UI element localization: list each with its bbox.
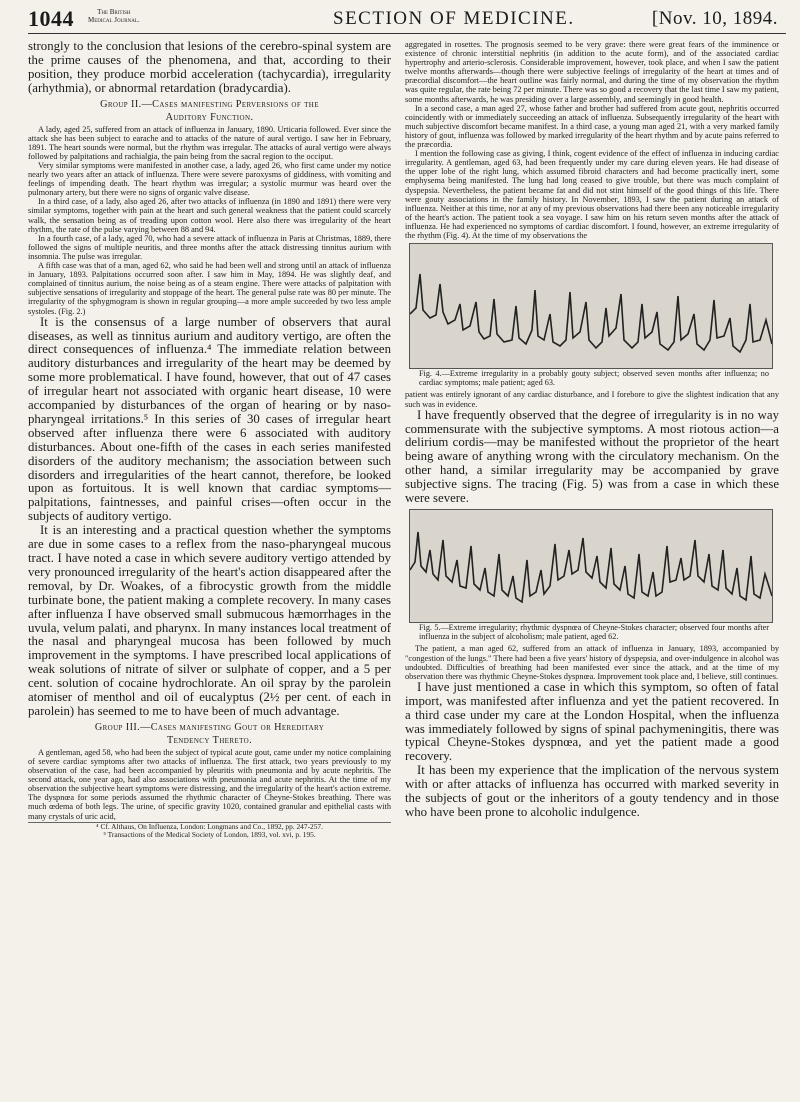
group3-heading: Group III.—Cases manifesting Gout or Hereditary <box>94 721 325 733</box>
group2-subheading: Auditory Function. <box>165 111 254 123</box>
running-header <box>28 6 788 32</box>
case-man-62-b: The patient, a man aged 62, suffered from an attack of influenza in January, 1893, accompanied by "congestion of the lungs." There had been a five years' history of dyspepsia, and over-indulgence in alcohol was undoubted. Difficulties of breathing had been manifested ever since the attack, and at the time of my observation there was rhythmic Cheyne-Stokes dyspnœa. Improvement took place and, I believe, still continues. <box>405 644 779 681</box>
sphygmogram-fig4 <box>410 244 772 368</box>
footnote-5: ⁵ Transactions of the Medical Society of London, 1893, vol. xvi, p. 195. <box>103 830 316 840</box>
figure-4-caption: Fig. 4.—Extreme irregularity in a probably gouty subject; observed seven months after influenza; no cardiac symptoms; male patient; aged 63. <box>419 369 769 388</box>
final-paragraph: I have just mentioned a case in which this symptom, so often of fatal import, was manifested after influenza and yet the patient recovered. In a third case under my care at the London Hospital, when the influenza was immediately followed by signs of spinal pachymeningitis, there was typical Cheyne-Stokes dyspnœa, and yet the patient made a good recovery. <box>405 679 779 764</box>
case-lady-26-a: Very similar symptoms were manifested in another case, a lady, aged 26, who first came under my notice nearly two years after an attack of influenza. There were severe paroxysms of giddiness, with vomiting and feelings of impending death. The heart rhythm was irregular; a systolic murmur was heard over the pulmonary artery, but there were no signs of organic valve disease. <box>28 161 391 198</box>
case-lady-26-b: In a third case, of a lady, also aged 26, after two attacks of influenza (in 1890 and 1891) there were very similar symptoms, together with pain at the heart and such general weakness that the patient could scarcely walk, the sensation being as of treading upon cotton wool. Here also there was irregularity of the heart rhythm, the rate of the pulse varying between 88 and 94. <box>28 197 391 234</box>
footnotes <box>28 822 391 840</box>
journal-name-line2: Medical Journal. <box>88 16 140 24</box>
group2-heading: Group II.—Cases manifesting Perversions of the <box>100 98 319 110</box>
page-number: 1044 <box>28 6 74 31</box>
left-column <box>28 40 391 840</box>
consensus-paragraph: It is the consensus of a large number of observers that aural diseases, as well as tinnitus aurium and auditory vertigo, are often the direct consequences of influenza.⁴ The immediate relation between auditory disturbances and irregularity of the heart may be deemed by some more problematical. I have found, however, that out of 47 cases of irregular heart not associated with organic heart disease, 10 were accompanied by disturbances of the organ of hearing or by naso-pharyngeal irritations.⁵ In this series of 30 cases of irregular heart observed after influenza there were 6 associated with auditory disturbances. About one-fifth of the cases in each series manifested disorders of the auditory mechanism; the association between such disorders and irregularities of the heart cannot, therefore, be looked upon as fortuitous. It is well known that cardiac symptoms—palpitations, faintnesses, and painful crises—often occur in the subjects of auditory vertigo. <box>28 314 391 524</box>
reflex-paragraph: It is an interesting and a practical question whether the symptoms are due in some cases to a reflex from the naso-pharyngeal mucous tract. I have noted a case in which severe auditory vertigo attended by very pronounced irregularity of the heart's action disappeared after the removal, by Dr. Woakes, of a fibrocystic growth from the middle turbinate bone, the patient making a complete recovery. In many cases after influenza I have observed small submucous hæmorrhages in the uvula, velum palati, and pharynx. In many instances local treatment of the nasal and pharyngeal mucosa has been followed by much improvement in the symptoms. I have prescribed local applications of weak solutions of nitrate of silver or sulphate of copper, and a 5 per cent. solution of cocaine hydrochlorate. An oil spray by the parolein atomiser of menthol and oil of eucalyptus (2½ per cent. of each in parolein) has seemed to me to have been of much advantage. <box>28 523 391 718</box>
case-gout-continued: aggregated in rosettes. The prognosis seemed to be very grave: there were great fears of the imminence or existence of chronic interstitial nephritis (in addition to the acute form), and of the associated cardiac hypertrophy and arterio-sclerosis. Considerable improvement, however, took place, and when I saw the patient twelve months afterwards—though there were subjective feelings of irregularity of the heart at times and of præcordial discomfort—the heart outline was fairly normal, and during the time of my observation the rhythm was quite regular, the rate being 72 per minute. There was so good a recovery that the last time I saw my patient, some months afterwards, he was presiding over a large assembly, and seemingly in good health. <box>405 40 779 104</box>
figure-5-caption: Fig. 5.—Extreme irregularity; rhythmic dyspnœa of Cheyne-Stokes character; observed four months after influenza in the subject of alcoholism; male patient, aged 62. <box>419 623 769 642</box>
figure-5-tracing <box>409 509 773 623</box>
degree-paragraph: I have frequently observed that the degree of irregularity is in no way commensurate with the subjective symptoms. A most riotous action—a delirium cordis—may be manifested without the proprietor of the heart being aware of anything wrong with the circulatory mechanism. On the other hand, a similar irregularity may be accompanied by grave subjective signs. The tracing (Fig. 5) was from a case in which these were severe. <box>405 407 779 506</box>
experience-paragraph: It has been my experience that the implication of the nervous system with or after attacks of influenza has occurred with marked severity in the subjects of gout or the inheritors of a gouty tendency and in those who have been prone to alcoholic indulgence. <box>405 763 779 819</box>
journal-name-line1: The British <box>97 8 131 16</box>
intro-paragraph: strongly to the conclusion that lesions of the cerebro-spinal system are the prime causes of the phenomena, and that, according to their position, they produce morbid acceleration (tachycardia), irregularity (arhythmia), or abnormal retardation (bradycardia). <box>28 39 391 95</box>
group3-subheading: Tendency Thereto. <box>166 734 253 746</box>
case-man-62: A fifth case was that of a man, aged 62, who said he had been well and strong until an attack of influenza in January, 1893. Palpitations occurred soon after. I saw him in May, 1894. He was slightly deaf, and complained of tinnitus aurium, the noise being as of a steam engine. There were attacks of palpitation with subjective sensations of irregularity and stoppage of the heart. The general pulse rate was 80 per minute. The irregularity of the sphygmogram is shown in regular grouping—a more ample succeeded by two less ample systoles. (Fig. 2.) <box>28 261 391 316</box>
issue-date: [Nov. 10, 1894. <box>651 8 778 29</box>
figure-4-tracing <box>409 243 773 369</box>
case-man-63: I mention the following case as giving, I think, cogent evidence of the effect of influenza in inducing cardiac irregularity. A gentleman, aged 63, had been frequently under my care during eleven years. He had disease of the upper lobe of the right lung, which assumed fibroid characters and had become practically inert, some emphysema being manifested. The lung had long ceased to give trouble, but there was much complaint of dyspepsia. Nevertheless, the patient became fat and did not stint himself of the good things of this life. There were gouty associations in the family history. In November, 1893, I saw the patient during an attack of influenza. Neither at this time, nor at any of my previous observations had there been any noticeable irregularity of the heart's action. The patient took a sea voyage. I saw him on his return seven months after the attack of influenza. He had experienced no symptoms of cardiac discomfort. I found, however, an extreme irregularity of the rhythm (Fig. 4). At the time of my observations the <box>405 149 779 240</box>
section-title: SECTION OF MEDICINE. <box>333 8 575 29</box>
sphygmogram-fig5 <box>410 510 772 622</box>
case-gout-58: A gentleman, aged 58, who had been the subject of typical acute gout, came under my notice complaining of severe cardiac symptoms after two attacks of influenza. The first attack, two years previously to my observation of the case, had been accompanied by pleuritis with pneumonia and by acute nephritis. The second attack, one year ago, had also associations with pneumonia and acute nephritis. At the time of my observation the subjective heart symptoms were distressing, and the irregularity of the heart's action extreme. The dyspnœa for some periods assumed the rhythmic character of Cheyne-Stokes breathing. There was much œdema of both legs. The urine, of specific gravity 1020, contained granular and epithelial casts with many crystals of uric acid, <box>28 747 391 821</box>
fig4-continued: patient was entirely ignorant of any cardiac disturbance, and I forebore to give the slightest indication that any such was in evidence. <box>405 390 779 409</box>
header-rule <box>28 33 786 34</box>
journal-name <box>88 8 140 24</box>
case-lady-25: A lady, aged 25, suffered from an attack of influenza in January, 1890. Urticaria followed. Ever since the attack she has been subject to earache and to attacks of the nature of aural vertigo. I saw her in February, 1891. The heart sounds were normal, but the rhythm was irregular. The attacks of aural vertigo were always followed by palpitations and rachialgia, the pain being from the sacral region to the occiput. <box>28 124 391 161</box>
case-lady-70: In a fourth case, of a lady, aged 70, who had a severe attack of influenza in Paris at Christmas, 1889, there followed the signs of multiple neuritis, and three months after the attack distressing tinnitus aurium with insomnia. The pulse was irregular. <box>28 233 391 261</box>
footnote-4: ⁴ Cf. Althaus, On Influenza, London: Longmans and Co., 1892, pp. 247-257. <box>96 821 323 831</box>
case-man-27: In a second case, a man aged 27, whose father and brother had suffered from acute gout, nephritis occurred coincidently with or immediately succeeding an attack of influenza. Subsequently irregularity of the heart with much subjective discomfort became manifest. In a third case, a young man aged 21, with a very marked family history of gout, influenza was followed by marked irregularity of the heart rhythm and by acute pains referred to the præcordia. <box>405 103 779 150</box>
right-column <box>405 40 779 820</box>
